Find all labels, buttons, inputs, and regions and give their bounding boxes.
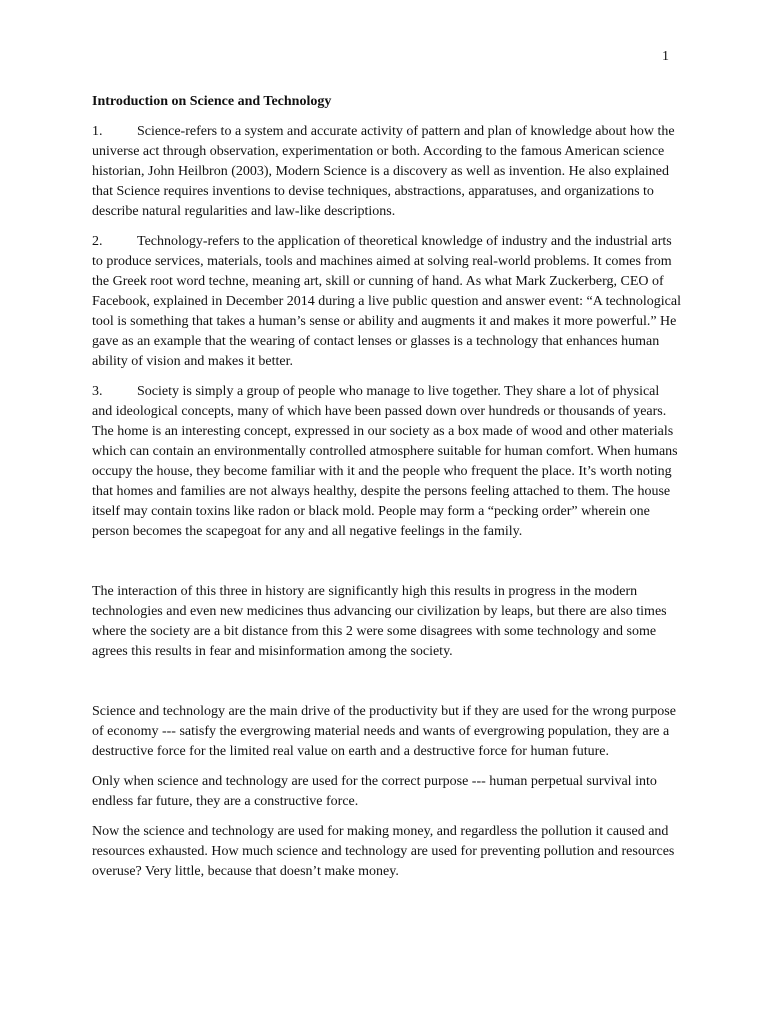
paragraph-interaction: The interaction of this three in history are significantly high this results in progress in the modern technologies and even new medicines thus advancing our civilization by leaps, but there are also times where the society are a bit distance from this 2 were some disagrees with some technology and some agrees this results in fear and misinformation among the society. <box>92 584 667 659</box>
paragraph-main-drive: Science and technology are the main drive of the productivity but if they are used for the wrong purpose of economy --- satisfy the evergrowing material needs and wants of evergrowing population, they are a destructive force for the limited real value on earth and a destructive force for human future. <box>92 704 676 759</box>
numbered-paragraph-technology <box>92 232 682 372</box>
document-heading: Introduction on Science and Technology <box>92 94 332 109</box>
paragraph-text: Society is simply a group of people who manage to live together. They share a lot of physical and ideological concepts, many of which have been passed down over hundreds or thousands of years. The home is an interesting concept, expressed in our society as a box made of wood and other materials which can contain an environmentally controlled atmosphere suitable for human comfort. When humans occupy the house, they become familiar with it and the people who frequent the place. It’s worth noting that homes and families are not always healthy, despite the persons feeling attached to them. The house itself may contain toxins like radon or black mold. People may form a “pecking order” wherein one person becomes the scapegoat for any and all negative feelings in the family. <box>92 384 678 539</box>
spacer <box>92 552 682 582</box>
paragraph-making-money: Now the science and technology are used for making money, and regardless the pollution it caused and resources exhausted. How much science and technology are used for preventing pollution and resources overuse? Very little, because that doesn’t make money. <box>92 824 675 879</box>
paragraph-number: 1. <box>92 124 103 139</box>
numbered-paragraph-society <box>92 382 682 542</box>
numbered-paragraph-science <box>92 122 682 222</box>
spacer <box>92 672 682 702</box>
paragraph-number: 2. <box>92 234 103 249</box>
paragraph-number: 3. <box>92 384 103 399</box>
paragraph-only-when: Only when science and technology are used for the correct purpose --- human perpetual survival into endless far future, they are a constructive force. <box>92 774 657 809</box>
document-body <box>92 92 682 892</box>
paragraph-text: Technology-refers to the application of theoretical knowledge of industry and the industrial arts to produce services, materials, tools and machines aimed at solving real-world problems. It comes from the Greek root word techne, meaning art, skill or cunning of hand. As what Mark Zuckerberg, CEO of Facebook, explained in December 2014 during a live public question and answer event: “A technological tool is something that takes a human’s sense or ability and augments it and makes it more powerful.” He gave as an example that the wearing of contact lenses or glasses is a technology that enhances human ability of vision and makes it better. <box>92 234 681 369</box>
paragraph-text: Science-refers to a system and accurate activity of pattern and plan of knowledge about how the universe act through observation, experimentation or both. According to the famous American science historian, John Heilbron (2003), Modern Science is a discovery as well as invention. He also explained that Science requires inventions to devise techniques, abstractions, apparatuses, and organizations to describe natural regularities and law-like descriptions. <box>92 124 675 219</box>
page-number: 1 <box>662 49 669 64</box>
